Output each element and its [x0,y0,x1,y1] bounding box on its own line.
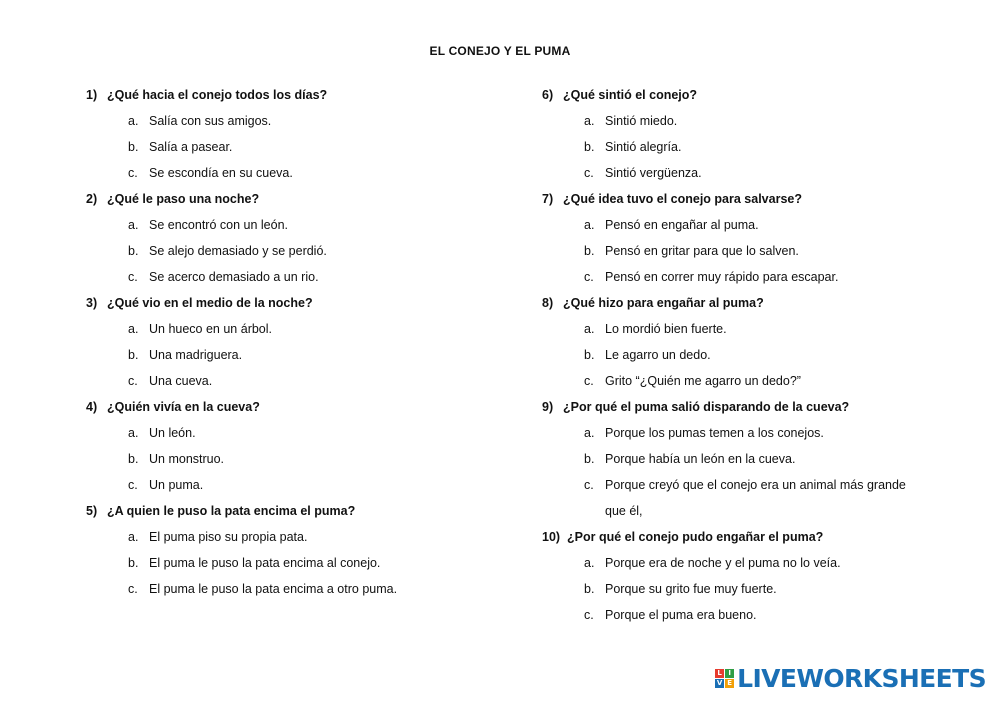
answer-option[interactable] [542,446,942,472]
option-text: Una madriguera. [149,348,243,362]
question-label: ¿Qué sintió el conejo? [563,88,698,102]
question-3 [86,290,506,394]
question-number: 8) [542,296,554,310]
question-text [86,498,506,524]
option-text: Porque creyó que el conejo era un animal más grande que él, [605,478,906,518]
question-number: 10) [542,530,561,544]
question-label: ¿Qué le paso una noche? [107,192,260,206]
question-10 [542,524,942,628]
question-text [86,82,506,108]
answer-option[interactable] [542,368,942,394]
option-letter: b. [128,452,139,466]
option-letter: b. [584,452,595,466]
answer-option[interactable] [542,576,942,602]
option-letter: a. [128,218,139,232]
answer-option[interactable] [542,550,942,576]
option-letter: b. [584,140,595,154]
liveworksheets-logo [715,664,986,693]
option-text: El puma piso su propia pata. [149,530,308,544]
logo-text: LIVEWORKSHEETS [737,664,986,693]
question-text [542,82,942,108]
option-letter: b. [128,556,139,570]
option-letter: c. [584,478,594,492]
option-text: Se encontró con un león. [149,218,288,232]
option-letter: b. [584,348,595,362]
answer-option[interactable] [542,472,925,524]
question-text [86,290,506,316]
question-number: 4) [86,400,98,414]
question-label: ¿Qué hacia el conejo todos los días? [107,88,328,102]
question-8 [542,290,942,394]
answer-option[interactable] [542,160,942,186]
option-text: Sintió miedo. [605,114,678,128]
question-number: 6) [542,88,554,102]
option-text: Porque era de noche y el puma no lo veía. [605,556,841,570]
question-2 [86,186,506,290]
option-letter: a. [584,218,595,232]
question-text [542,290,942,316]
question-5 [86,498,506,602]
option-letter: c. [584,374,594,388]
option-letter: a. [128,426,139,440]
question-text [542,394,942,420]
answer-option[interactable] [86,316,506,342]
question-number: 5) [86,504,98,518]
answer-option[interactable] [542,420,942,446]
option-text: Le agarro un dedo. [605,348,711,362]
option-letter: c. [584,166,594,180]
option-text: Porque había un león en la cueva. [605,452,796,466]
question-7 [542,186,942,290]
option-text: Se acerco demasiado a un rio. [149,270,319,284]
option-letter: a. [584,114,595,128]
option-letter: a. [128,530,139,544]
option-letter: b. [128,244,139,258]
answer-option[interactable] [86,368,506,394]
question-label: ¿Qué idea tuvo el conejo para salvarse? [563,192,802,206]
question-9 [542,394,942,524]
question-4 [86,394,506,498]
answer-option[interactable] [542,342,942,368]
answer-option[interactable] [542,212,942,238]
answer-option[interactable] [86,160,506,186]
answer-option[interactable] [542,316,942,342]
option-letter: a. [128,322,139,336]
question-number: 7) [542,192,554,206]
answer-option[interactable] [86,342,506,368]
option-letter: a. [128,114,139,128]
answer-option[interactable] [86,576,506,602]
option-text: Una cueva. [149,374,213,388]
option-text: Sintió vergüenza. [605,166,702,180]
question-number: 2) [86,192,98,206]
answer-option[interactable] [86,212,506,238]
logo-mark-letter: I [725,669,734,678]
answer-option[interactable] [86,524,506,550]
answer-option[interactable] [542,602,942,628]
worksheet-title: EL CONEJO Y EL PUMA [429,44,571,58]
question-label: ¿Por qué el conejo pudo engañar el puma? [567,530,824,544]
option-text: Grito “¿Quién me agarro un dedo?” [605,374,801,388]
question-label: ¿A quien le puso la pata encima el puma? [107,504,356,518]
option-text: Un hueco en un árbol. [149,322,273,336]
question-label: ¿Quién vivía en la cueva? [107,400,260,414]
answer-option[interactable] [86,238,506,264]
option-text: Pensó en correr muy rápido para escapar. [605,270,839,284]
option-text: El puma le puso la pata encima al conejo. [149,556,381,570]
option-text: Un león. [149,426,196,440]
answer-option[interactable] [86,420,506,446]
answer-option[interactable] [542,108,942,134]
option-letter: a. [584,556,595,570]
answer-option[interactable] [542,134,942,160]
logo-mark-letter: E [725,679,734,688]
logo-mark-letter: V [716,679,723,687]
question-label: ¿Qué hizo para engañar al puma? [563,296,764,310]
answer-option[interactable] [86,550,506,576]
option-letter: c. [128,582,138,596]
option-letter: b. [128,140,139,154]
answer-option[interactable] [86,472,506,498]
option-text: Porque su grito fue muy fuerte. [605,582,777,596]
option-text: Porque el puma era bueno. [605,608,757,622]
question-text [86,186,506,212]
left-question-column [86,82,506,602]
option-text: Pensó en gritar para que lo salven. [605,244,799,258]
option-text: Se alejo demasiado y se perdió. [149,244,327,258]
option-text: Se escondía en su cueva. [149,166,293,180]
option-letter: b. [128,348,139,362]
answer-option[interactable] [542,264,942,290]
option-letter: c. [128,374,138,388]
option-letter: c. [128,478,138,492]
right-question-column [542,82,942,628]
logo-mark-icon [715,669,734,688]
option-text: Salía con sus amigos. [149,114,272,128]
option-letter: b. [584,582,595,596]
option-letter: a. [584,426,595,440]
option-text: Un puma. [149,478,204,492]
option-text: Porque los pumas temen a los conejos. [605,426,824,440]
option-text: Un monstruo. [149,452,225,466]
option-text: Pensó en engañar al puma. [605,218,759,232]
answer-option[interactable] [542,238,942,264]
answer-option[interactable] [86,134,506,160]
option-letter: b. [584,244,595,258]
option-text: Sintió alegría. [605,140,682,154]
question-label: ¿Qué vio en el medio de la noche? [107,296,313,310]
logo-mark-letter: L [715,669,724,678]
option-letter: c. [128,166,138,180]
option-text: El puma le puso la pata encima a otro puma. [149,582,398,596]
question-text [542,524,942,550]
question-label: ¿Por qué el puma salió disparando de la cueva? [563,400,850,414]
option-letter: c. [584,608,594,622]
question-number: 1) [86,88,98,102]
question-6 [542,82,942,186]
answer-option[interactable] [86,446,506,472]
option-text: Salía a pasear. [149,140,233,154]
answer-option[interactable] [86,264,506,290]
question-number: 9) [542,400,554,414]
question-1 [86,82,506,186]
question-number: 3) [86,296,98,310]
option-text: Lo mordió bien fuerte. [605,322,727,336]
option-letter: c. [584,270,594,284]
option-letter: a. [584,322,595,336]
answer-option[interactable] [86,108,506,134]
option-letter: c. [128,270,138,284]
question-text [86,394,506,420]
question-text [542,186,942,212]
